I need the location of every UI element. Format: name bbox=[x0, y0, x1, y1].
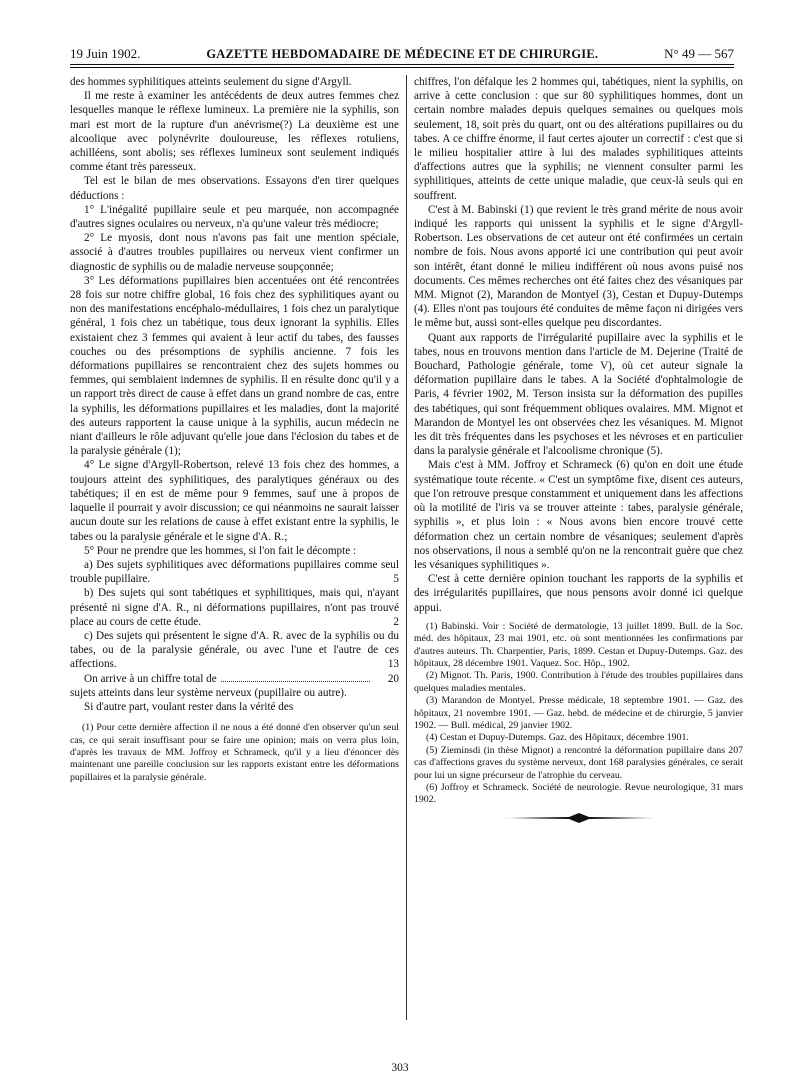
left-column bbox=[70, 75, 399, 784]
page-number: 303 bbox=[391, 1062, 409, 1074]
footnote: (1) Pour cette dernière affection il ne nous a été donné d'en observer qu'un seul cas, ce qui serait insuffisant pour se faire une opinion; mais on verra plus loin, d'après les travaux de MM. Joffroy et Schrameck, qu'il y a lieu d'énoncer dès maintenant une pareille conclusion sur les rapports existant entre les déformations pupillaires et la paralysie générale. bbox=[70, 722, 399, 783]
deduction-2: 2° Le myosis, dont nous n'avons pas fait une mention spéciale, associé à d'autres troubles pupillaires ou nerveux vient confirmer un diagnostic de syphilis ou de maladie nerveuse soupçonnée; bbox=[70, 232, 399, 273]
paragraph: C'est à M. Babinski (1) que revient le très grand mérite de nous avoir indiqué les rapports qui unissent la syphilis et le signe d'Argyll-Robertson. Les observations de cet auteur ont été confirmées un certain nombre de fois. Nous avons apporté ici une contribution qui peut avoir son intérêt, étant donné le milieu indifférent où nous avons puisé nos documents. Ces mêmes recherches ont été faites chez des vésaniques par MM. Mignot (2), Marandon de Montyel (3), Cestan et Dupuy-Dutemps (4). Elles n'ont pas toujours été conduites de même façon ni dirigées vers le même but, aussi sont-elles quelque peu discordantes. bbox=[414, 203, 743, 330]
column-divider bbox=[406, 75, 407, 1020]
tally-item-b: b) Des sujets qui sont tabétiques et syphilitiques, mais qui, n'ayant présenté ni signe d'A. R., ni déformations pupillaires, n'ont pas trouvé place au cours de cette étude. 2 bbox=[70, 587, 399, 628]
end-ornament bbox=[414, 813, 743, 827]
issue-date: 19 Juin 1902. bbox=[70, 46, 141, 61]
deduction-5: 5° Pour ne prendre que les hommes, si l'on fait le décompte : bbox=[84, 544, 357, 557]
paragraph: Si d'autre part, voulant rester dans la vérité des bbox=[84, 700, 294, 713]
deduction-3: 3° Les déformations pupillaires bien accentuées ont été rencontrées 28 fois sur notre chiffre global, 16 fois chez des syphilitiques ayant ou non des manifestations encéphalo-médullaires, 1 fois chez un paralytique général, 1 fois chez un tabétique, tous deux ignorant la syphilis. Elles existaient chez 3 femmes qui avaient à leur actif du tabes, des fausses couches ou des présomptions de syphilis ancienne. 7 fois les déformations pupillaires se rencontraient chez des sujets hommes ou femmes, qui semblaient indemnes de syphilis. Il en résulte donc qu'il y a un rapport très direct de cause à effet dans un grand nombre de cas, entre la syphilis, les déformations pupillaires et les maladies, dont la majorité des auteurs rapportent la cause unique à la syphilis, aucun médecin ne niant d'ailleurs le rôle adjuvant qu'elle joue dans l'éclosion du tabes et de la paralysie générale (1); bbox=[70, 274, 399, 458]
footnote: (1) Babinski. Voir : Société de dermatologie, 13 juillet 1899. Bull. de la Soc. méd. des hôpitaux, 23 mai 1901, etc. où sont mentionnées les confirmations par d'autres auteurs. Th. Charpentier, Paris, 1899. Cestan et Dupuy-Dutemps. Gaz. des hôpitaux, 28 décembre 1901. Vaquez. Soc. Hôp., 1902. bbox=[414, 620, 743, 669]
paragraph: des hommes syphilitiques atteints seulement du signe d'Argyll. bbox=[70, 76, 352, 88]
tally-value-b: 2 bbox=[393, 615, 399, 628]
footnote: (5) Zieminsdi (in thèse Mignot) a rencontré la déformation pupillaire dans 207 cas d'affections graves du système nerveux, dont 168 paralysies générales, ce serait pour lui un signe précurseur de l'atrophie du cerveau. bbox=[414, 744, 743, 781]
deduction-1: 1° L'inégalité pupillaire seule et peu marquée, non accompagnée d'autres signes oculaires ou nerveux, n'a qu'une valeur très médiocre; bbox=[70, 203, 399, 231]
tally-item-a: a) Des sujets syphilitiques avec déformations pupillaires comme seul trouble pupillaire. 5 bbox=[70, 558, 399, 586]
paragraph: Il me reste à examiner les antécédents de deux autres femmes chez lesquelles manque le réflexe lumineux. La première nie la syphilis, son mari est mort de la rupture d'un anévrisme(?) La deuxième est une alcoolique avec polynévrite douloureuse, les réflexes rotuliens, achilléens, sont abolis; ses réflexes lumineux sont seulement indiqués comme étant très paresseux. bbox=[70, 90, 399, 174]
header-rule-second bbox=[70, 67, 734, 68]
journal-title: GAZETTE HEBDOMADAIRE DE MÉDECINE ET DE CHIRURGIE. bbox=[206, 47, 599, 61]
paragraph: Mais c'est à MM. Joffroy et Schrameck (6) qu'on en doit une étude systématique toute récente. « C'est un symptôme fixe, disent ces auteurs, que l'on retrouve presque constamment et uniquement dans les affections où la motilité de l'iris va se trouver atteinte : tabes, paralysie générale, syphilis », et plus loin : « Nous avons bien encore trouvé cette déformation chez un certain nombre de vésaniques; seulement d'après nos observations, il nous a semblé qu'on ne la rencontrait guère que chez les vésaniques syphilitiques ». bbox=[414, 459, 743, 571]
paragraph: Tel est le bilan de mes observations. Essayons d'en tirer quelques déductions : bbox=[70, 175, 399, 202]
footnote: (4) Cestan et Dupuy-Dutemps. Gaz. des Hôpitaux, décembre 1901. bbox=[426, 732, 689, 744]
tally-value-c: 13 bbox=[387, 658, 399, 671]
footnote: (3) Marandon de Montyel. Presse médicale, 18 septembre 1901. — Gaz. des hôpitaux, 21 novembre 1901. — Gaz. hebd. de médecine et de chirurgie, 5 janvier 1902. — Bull. médical, 29 janvier 1902. bbox=[414, 695, 743, 731]
footnote: (2) Mignot. Th. Paris, 1900. Contribution à l'étude des troubles pupillaires dans quelques maladies mentales. bbox=[414, 670, 743, 694]
tally-total-value: 20 bbox=[387, 672, 399, 685]
footnotes-left bbox=[70, 722, 399, 784]
right-column bbox=[414, 75, 743, 827]
header-rule bbox=[70, 64, 734, 65]
paragraph: Quant aux rapports de l'irrégularité pupillaire avec la syphilis et le tabes, nous en trouvons mention dans l'article de M. Dejerine (Traité de Bouchard, Pathologie générale, tome V), où cet auteur signale la déformation pupillaire dans le tabes. A la Société d'ophtalmologie de Paris, 4 février 1902, M. Terson insista sur la déformation des pupilles des tabétiques, qui sont fréquemment obliques ovalaires. MM. Mignot et Marandon de Montyel les ont observées chez les vésaniques. M. Mignot les dit très fréquentes dans les psychoses et les névroses et en particulier dans la paralysie générale et l'alcoolisme chronique (5). bbox=[414, 331, 743, 458]
issue-number: N° 49 — 567 bbox=[664, 46, 734, 61]
tally-total: On arrive à un chiffre total de 20 bbox=[84, 672, 399, 685]
tally-value-a: 5 bbox=[393, 573, 399, 586]
tally-item-c: c) Des sujets qui présentent le signe d'A. R. avec de la syphilis ou du tabes, ou de la paralysie générale, ou avec l'une et l'autre de ces affections. 13 bbox=[70, 629, 399, 671]
running-header bbox=[70, 40, 734, 62]
paragraph: sujets atteints dans leur système nerveux (pupillaire ou autre). bbox=[70, 686, 347, 699]
deduction-4: 4° Le signe d'Argyll-Robertson, relevé 13 fois chez des hommes, a toujours atteint des syphilitiques, des paralytiques généraux ou des tabétiques; il en est de même pour 9 femmes, sauf une à propos de laquelle il pourrait y avoir discussion; ce qui néanmoins ne saurait laisser aucun doute sur les relations de cause à effet existant entre la syphilis, le tabes ou la paralysie générale et le signe d'A. R.; bbox=[70, 459, 399, 543]
footnote: (6) Joffroy et Schrameck. Société de neurologie. Revue neurologique, 31 mars 1902. bbox=[414, 782, 743, 806]
paragraph: chiffres, l'on défalque les 2 hommes qui, tabétiques, nient la syphilis, on arrive à cette conclusion : que sur 80 syphilitiques hommes, dont un certain nombre malades depuis quelques semaines ou quelques mois seulement, 18, soit près du quart, ont ou des altérations pupillaires ou du tabes. A ce chiffre énorme, il faut certes ajouter un correctif : c'est que si le milieu hospitalier attire à lui des malades syphilitiques atteints d'affections autres que la syphilis; ne viennent consulter parmi les syphilitiques, atteints de cette unique maladie, que ceux-là seuls qui en souffrent. bbox=[414, 76, 743, 202]
paragraph: C'est à cette dernière opinion touchant les rapports de la syphilis et des irrégularités pupillaires, que nous pensons avoir donné ici quelque appui. bbox=[414, 573, 743, 614]
ornament-rule-icon bbox=[504, 813, 654, 823]
footnotes-right bbox=[414, 621, 743, 807]
